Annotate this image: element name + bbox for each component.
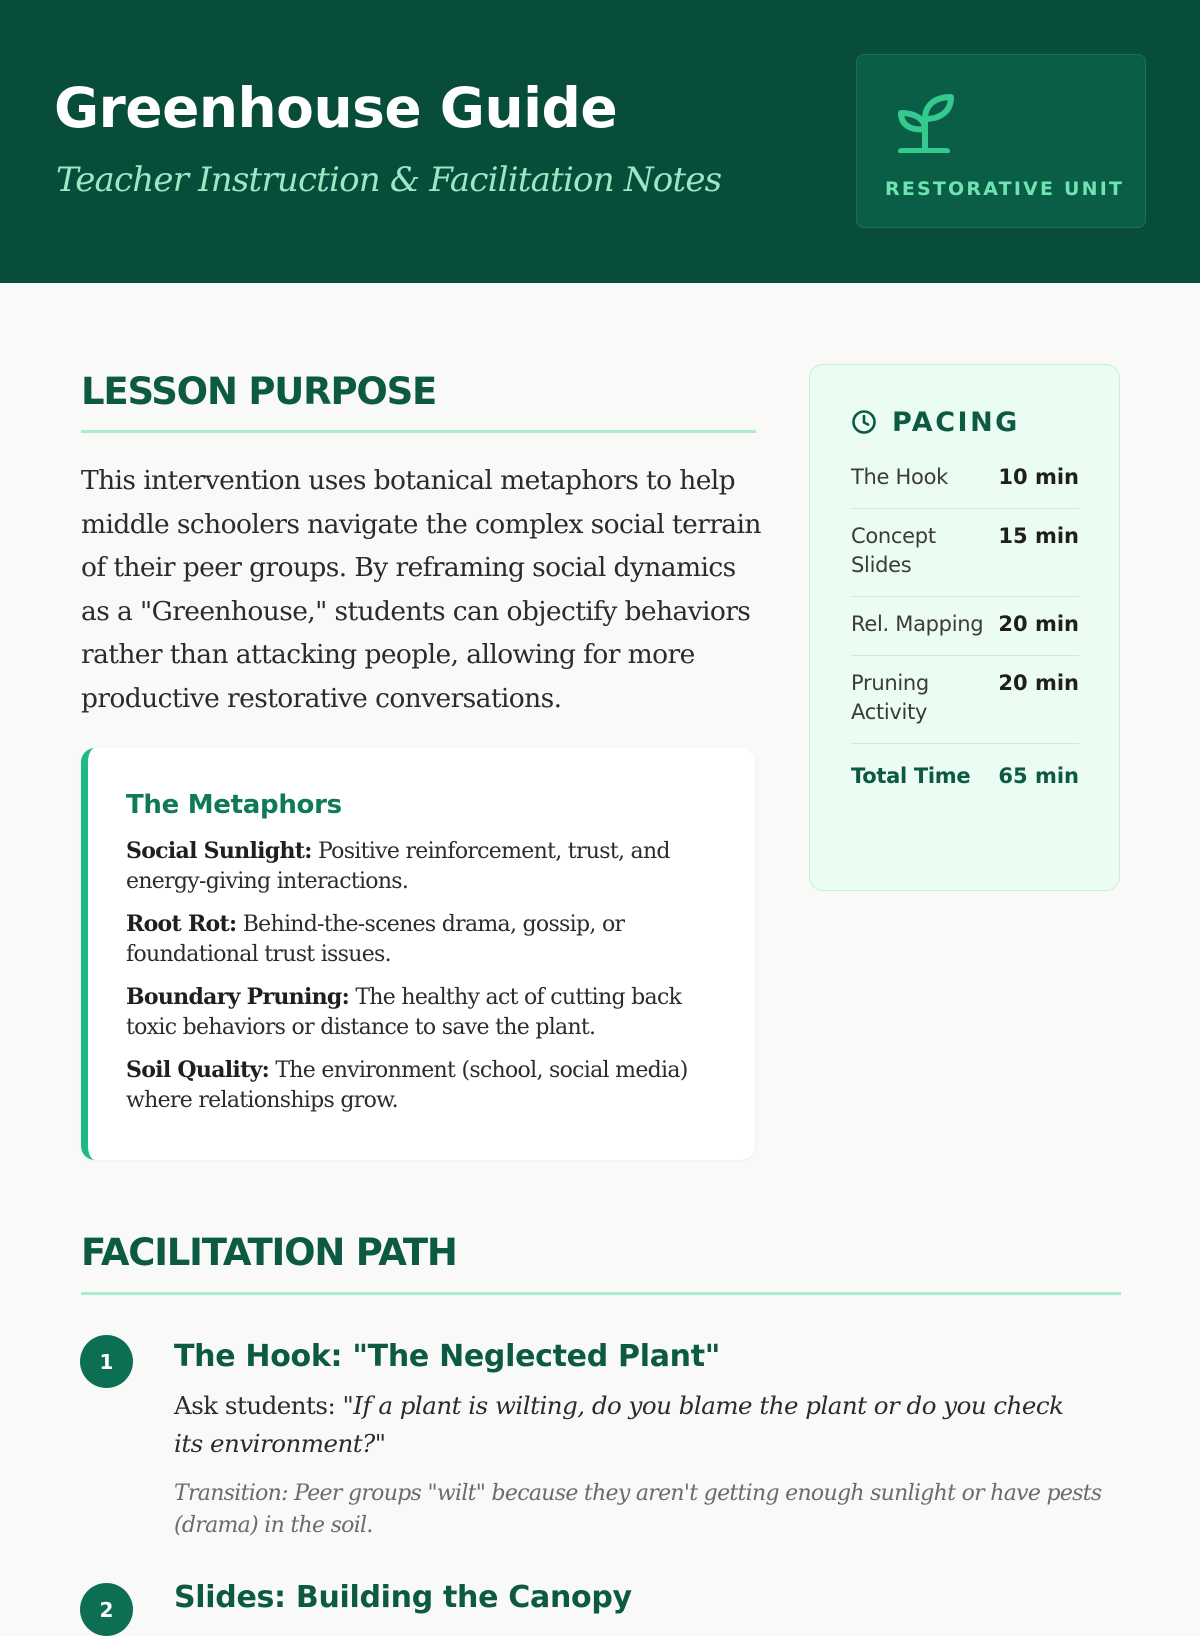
metaphor-item	[126, 983, 726, 1042]
metaphors-title: The Metaphors	[126, 790, 342, 820]
pacing-row-label: The Hook	[851, 465, 948, 489]
pacing-total-value: 65 min	[998, 764, 1079, 788]
document-title: Greenhouse Guide	[54, 76, 618, 140]
metaphor-item	[126, 910, 726, 969]
pacing-row-value: 10 min	[998, 465, 1079, 489]
unit-badge	[856, 54, 1146, 228]
pacing-table	[851, 450, 1079, 807]
pacing-row-value: 15 min	[998, 524, 1079, 548]
pacing-row	[851, 509, 1079, 597]
pacing-panel	[809, 364, 1120, 891]
pacing-total-row	[851, 744, 1079, 807]
step-title: Slides: Building the Canopy	[174, 1580, 632, 1615]
step-number-badge: 1	[80, 1335, 133, 1388]
facilitation-path-heading: FACILITATION PATH	[81, 1231, 457, 1274]
metaphor-definition: Positive reinforcement, trust, and energy-giving interactions.	[126, 839, 670, 894]
metaphor-definition: The environment (school, social media) where relationships grow.	[126, 1058, 688, 1113]
metaphor-item	[126, 837, 726, 896]
section-divider	[81, 1292, 1121, 1295]
sprout-icon	[893, 89, 957, 153]
pacing-row-label: Pruning Activity	[851, 671, 929, 724]
metaphor-definition: Behind-the-scenes drama, gossip, or foundational trust issues.	[126, 912, 625, 967]
step-title: The Hook: "The Neglected Plant"	[174, 1339, 721, 1374]
pacing-row-value: 20 min	[998, 612, 1079, 636]
metaphor-definition: The healthy act of cutting back toxic behaviors or distance to save the plant.	[126, 985, 682, 1040]
document-subtitle: Teacher Instruction & Facilitation Notes	[56, 160, 722, 200]
pacing-total-label: Total Time	[851, 764, 971, 788]
metaphors-card	[81, 748, 755, 1160]
pacing-row	[851, 656, 1079, 744]
lesson-purpose-text: This intervention uses botanical metaphors to help middle schoolers navigate the complex social terrain of their peer groups. By reframing social dynamics as a "Greenhouse," students can objectify behaviors rather than attacking people, allowing for more productive restorative conversations.	[81, 465, 761, 714]
metaphor-term: Boundary Pruning:	[126, 984, 350, 1010]
pacing-row	[851, 450, 1079, 509]
step-prompt-prefix: Ask students:	[174, 1391, 343, 1420]
pacing-row-label: Concept Slides	[851, 524, 936, 577]
pacing-row-value: 20 min	[998, 671, 1079, 695]
step-number-badge: 2	[80, 1583, 133, 1636]
metaphor-list	[126, 837, 726, 1129]
pacing-title: PACING	[892, 407, 1020, 438]
step-transition-note: Transition: Peer groups "wilt" because they aren't getting enough sunlight or have pests (drama) in the soil.	[174, 1481, 1102, 1538]
clock-icon	[851, 409, 877, 435]
pacing-row-label: Rel. Mapping	[851, 612, 984, 636]
metaphor-item	[126, 1056, 726, 1115]
lesson-purpose-heading: LESSON PURPOSE	[81, 370, 437, 413]
metaphor-term: Social Sunlight:	[126, 838, 312, 864]
badge-label: RESTORATIVE UNIT	[885, 178, 1125, 200]
metaphor-term: Soil Quality:	[126, 1057, 270, 1083]
step-prompt-quote: "If a plant is wilting, do you blame the plant or do you check its environment?"	[174, 1391, 1064, 1458]
step-prompt	[174, 1387, 1074, 1463]
pacing-row	[851, 597, 1079, 656]
document-header	[0, 0, 1200, 283]
section-divider	[81, 430, 756, 433]
metaphor-term: Root Rot:	[126, 911, 237, 937]
